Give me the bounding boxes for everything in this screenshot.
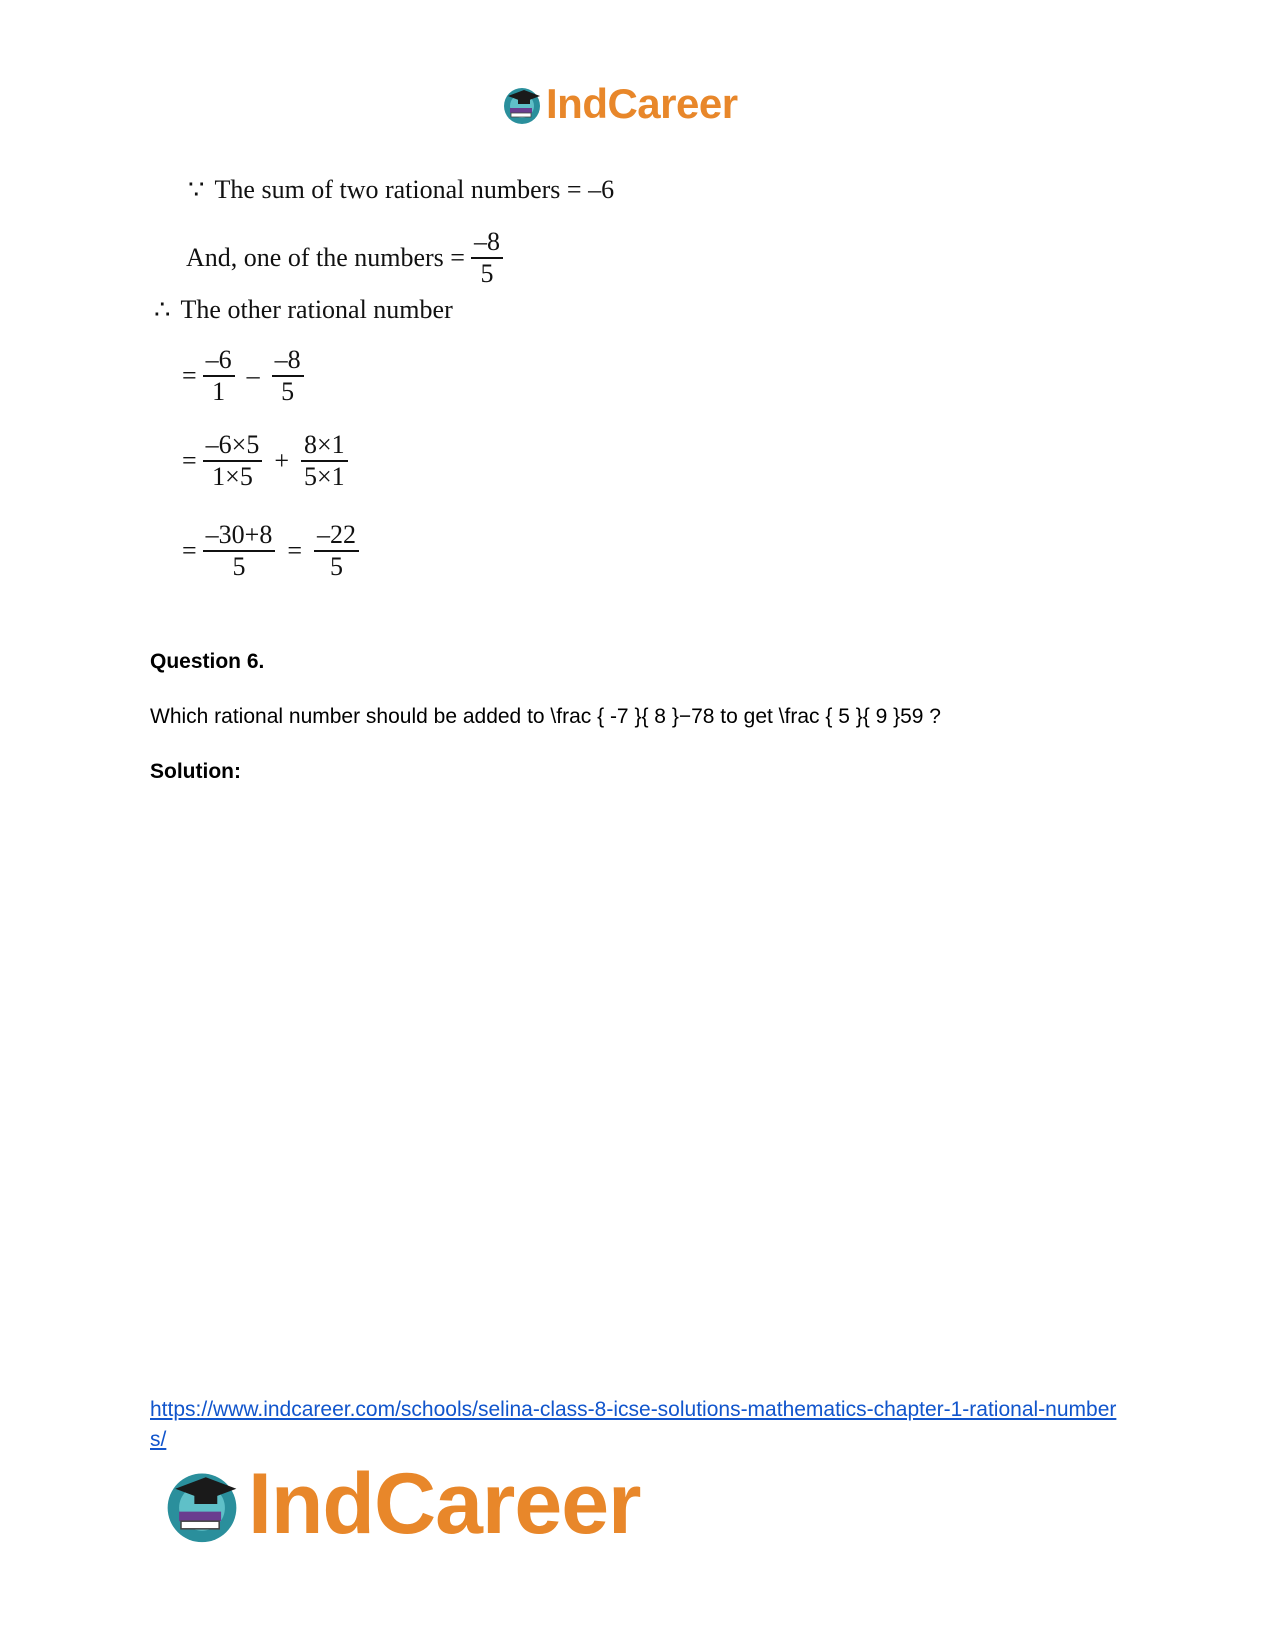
math-line-4 (182, 345, 310, 407)
numerator: 8×1 (301, 430, 348, 462)
math-line-1 (188, 175, 614, 205)
denominator: 5 (232, 551, 246, 581)
fraction (203, 520, 276, 582)
math-line-2 (186, 227, 509, 289)
math-line-2-text: And, one of the numbers = (186, 242, 465, 272)
question-text: Which rational number should be added to \frac { -7 }{ 8 }−78 to get \frac { 5 }{ 9 }59 ? (150, 705, 941, 728)
therefore-symbol: ∴ (154, 295, 171, 324)
graduation-globe-icon (160, 1462, 244, 1546)
fraction (203, 430, 263, 492)
logo-text: IndCareer (248, 1456, 641, 1552)
fraction (471, 227, 503, 289)
denominator: 5 (281, 376, 295, 406)
solution-label: Solution: (150, 760, 241, 783)
because-symbol: ∵ (188, 175, 205, 204)
denominator: 1 (212, 376, 226, 406)
logo-text: IndCareer (546, 80, 738, 127)
header-logo (500, 80, 738, 128)
fraction (314, 520, 359, 582)
equals-sign: = (182, 360, 197, 390)
math-line-3 (154, 295, 453, 325)
fraction (203, 345, 235, 407)
operator: – (246, 360, 260, 390)
math-line-1-text: The sum of two rational numbers = –6 (214, 175, 615, 204)
denominator: 1×5 (212, 461, 253, 491)
denominator: 5×1 (304, 461, 345, 491)
math-line-3-text: The other rational number (180, 295, 453, 324)
operator: = (287, 535, 303, 565)
numerator: –8 (272, 345, 304, 377)
fraction (272, 345, 304, 407)
footer-logo (160, 1458, 641, 1550)
question-title: Question 6. (150, 650, 265, 673)
denominator: 5 (480, 258, 494, 288)
numerator: –8 (471, 227, 503, 259)
equals-sign: = (182, 445, 197, 475)
math-solution-block (150, 175, 710, 615)
fraction (301, 430, 348, 492)
denominator: 5 (330, 551, 344, 581)
operator: + (274, 445, 290, 475)
numerator: –6×5 (203, 430, 263, 462)
numerator: –22 (314, 520, 359, 552)
numerator: –30+8 (203, 520, 276, 552)
graduation-globe-icon (500, 82, 544, 126)
numerator: –6 (203, 345, 235, 377)
math-line-6 (182, 520, 365, 582)
equals-sign: = (182, 535, 197, 565)
source-link[interactable]: https://www.indcareer.com/schools/selina-class-8-icse-solutions-mathematics-chapter-1-rational-numbers/ (150, 1398, 1117, 1451)
math-line-5 (182, 430, 354, 492)
